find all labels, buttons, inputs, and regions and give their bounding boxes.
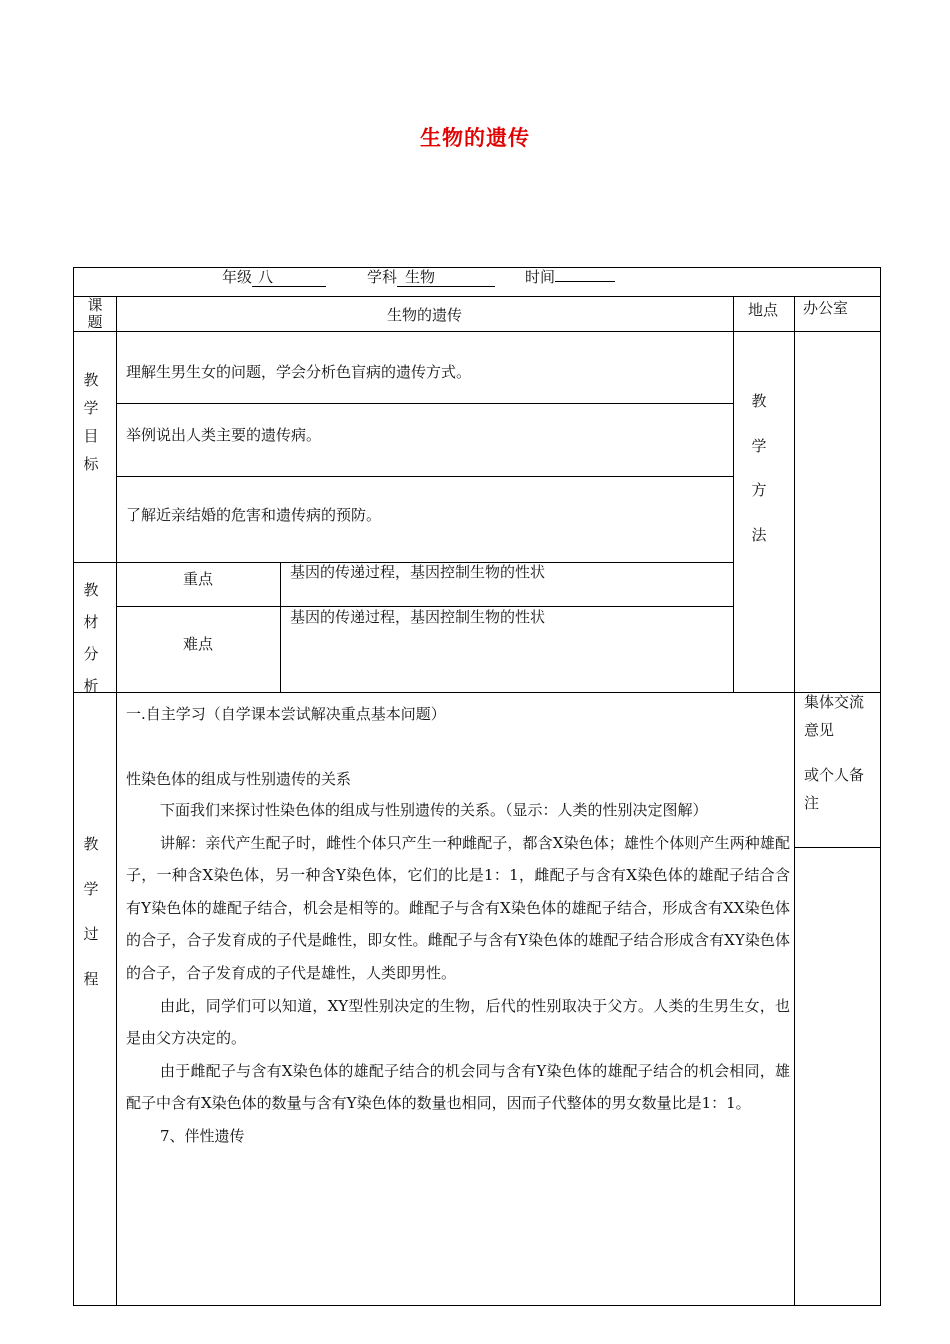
objective-item: 了解近亲结婚的危害和遗传病的预防。 [126,506,382,524]
topic-value: 生物的遗传 [386,306,462,324]
time-label: 时间 [525,268,556,286]
key-point-label: 重点 [182,570,213,588]
subject-field [367,267,495,287]
process-body [126,794,790,1153]
difficult-point-value: 基因的传递过程，基因控制生物的性状 [290,608,546,626]
time-field [525,267,615,287]
objectives-label: 教 学 目 标 [83,371,99,473]
body-paragraph: 讲解：亲代产生配子时，雌性个体只产生一种雌配子，都含X染色体；雄性个体则产生两种雄配子，一种含X染色体，另一种含Y染色体，它们的比是1：1，雌配子与含有X染色体的雄配子结合含有Y染色体的雄配子结合，机会是相等的。雌配子与含有X染色体的雄配子结合，形成含有XX染色体的合子，合子发育成的子代是雌性，即女性。雌配子与含有Y染色体的雄配子结合形成含有XY染色体的合子，合子发育成的子代是雄性，人类即男性。 [126,833,790,982]
place-value: 办公室 [803,299,849,317]
body-paragraph: 7、伴性遗传 [160,1126,245,1145]
objective-item: 理解生男生女的问题，学会分析色盲病的遗传方式。 [126,363,472,381]
key-point-value: 基因的传递过程，基因控制生物的性状 [290,563,546,581]
grade-label: 年级 [222,268,253,286]
body-paragraph: 下面我们来探讨性染色体的组成与性别遗传的关系。（显示：人类的性别决定图解） [160,801,708,819]
subject-value: 生物 [397,268,495,287]
subject-label: 学科 [367,268,398,286]
body-paragraph: 由于雌配子与含有X染色体的雄配子结合的机会同与含有Y染色体的雄配子结合的机会相同，雄配子中含有X染色体的数量与含有Y染色体的数量也相同，因而子代整体的男女数量比是1：1。 [126,1061,790,1113]
section-heading: 一.自主学习（自学课本尝试解决重点基本问题） [126,705,446,723]
grade-value: 八 [252,268,326,287]
teaching-method-label: 教 学 方 法 [751,392,767,544]
body-paragraph: 由此，同学们可以知道，XY型性别决定的生物，后代的性别取决于父方。人类的生男生女，也是由父方决定的。 [126,996,790,1048]
grade-field [222,267,326,287]
place-label: 地点 [748,301,779,319]
difficult-point-label: 难点 [182,635,213,653]
side-note-discussion: 集体交流意见 [804,693,865,739]
document-title: 生物的遗传 [420,126,530,150]
topic-label: 课 题 [87,296,103,331]
analysis-label: 教 材 分 析 [83,581,99,695]
process-label: 教 学 过 程 [83,835,99,988]
objective-item: 举例说出人类主要的遗传病。 [126,426,322,444]
side-note-personal: 或个人备注 [804,766,865,812]
topic-heading: 性染色体的组成与性别遗传的关系 [126,770,352,788]
time-value [555,281,615,282]
